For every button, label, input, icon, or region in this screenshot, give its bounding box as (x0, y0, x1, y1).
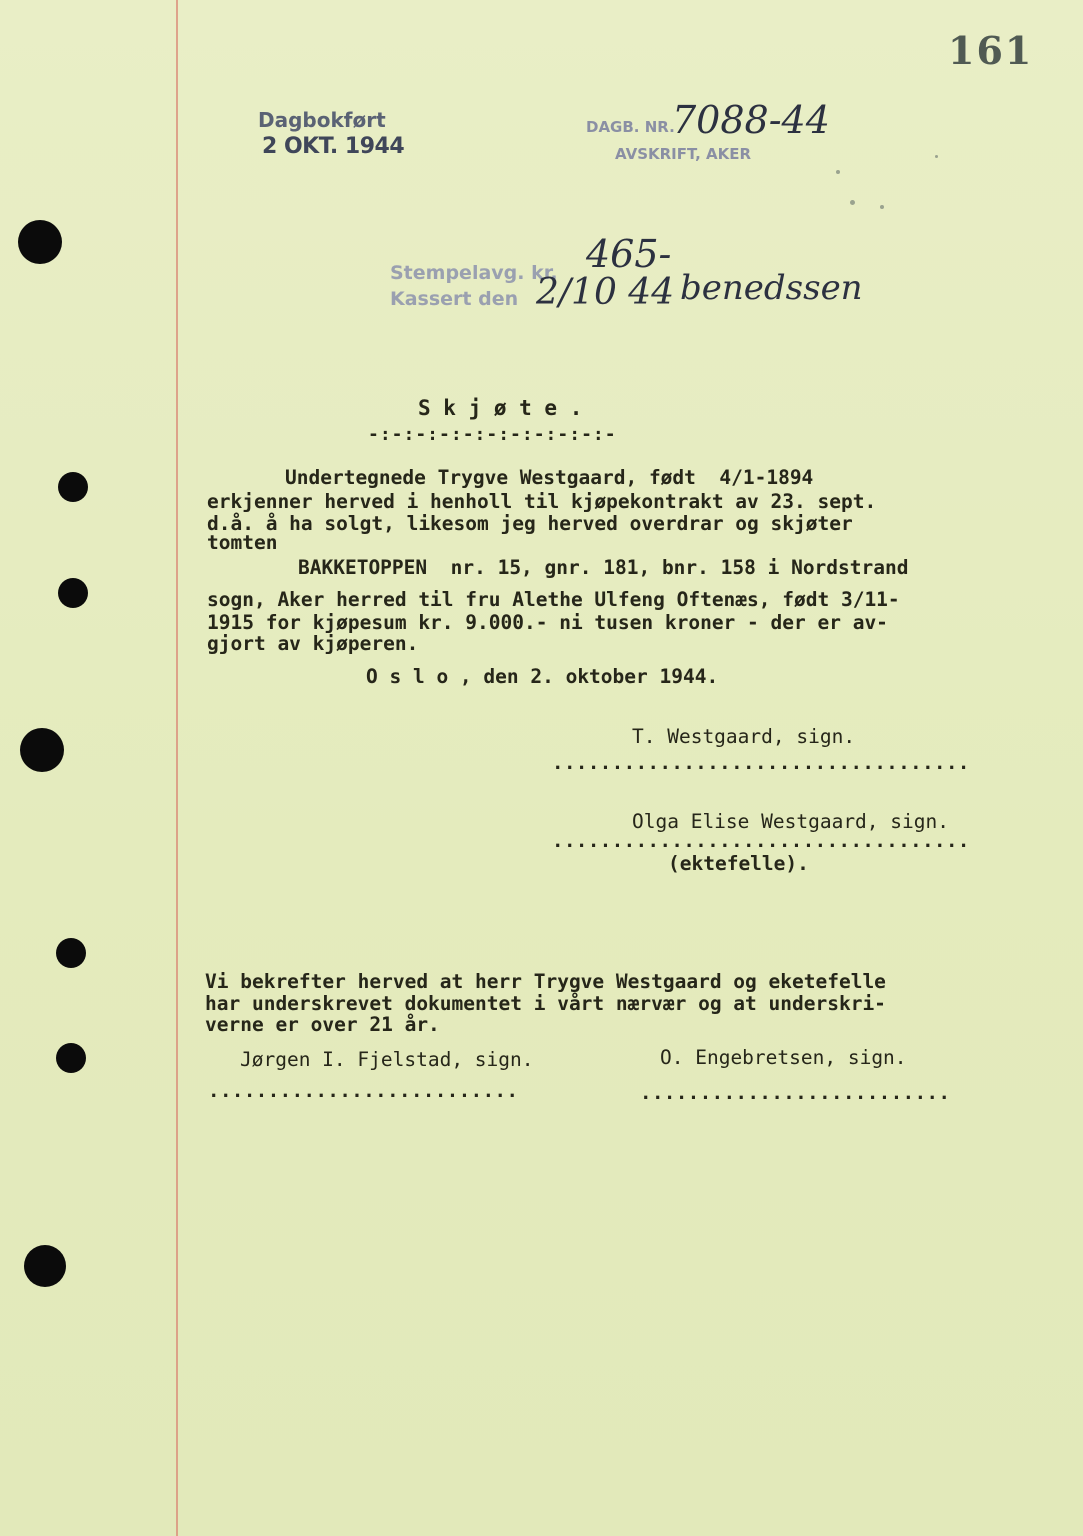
witness-signature-line: .......................... (208, 1080, 519, 1102)
witness-line: verne er over 21 år. (205, 1013, 440, 1036)
binder-hole (56, 938, 86, 968)
page-number: 161 (948, 28, 1034, 73)
binder-hole (18, 220, 62, 264)
signature-spouse-role: (ektefelle). (668, 852, 809, 875)
witness-signature-line: .......................... (640, 1082, 951, 1104)
signature-line: ................................... (552, 752, 970, 774)
witness-line: har underskrevet dokumentet i vårt nærvær og at underskri- (205, 992, 886, 1015)
place-date: O s l o , den 2. oktober 1944. (366, 665, 719, 688)
binder-hole (58, 578, 88, 608)
binder-hole (20, 728, 64, 772)
dagb-nr-stamp-label: DAGB. NR. (586, 118, 675, 136)
stempelavgift-stamp-label: Stempelavg. kr. (390, 262, 558, 284)
margin-rule (176, 0, 178, 1536)
body-line: d.å. å ha solgt, likesom jeg herved overdrar og skjøter (207, 512, 853, 535)
dagbokfort-stamp-date: 2 OKT. 1944 (262, 134, 405, 159)
signature-spouse: Olga Elise Westgaard, sign. (632, 810, 949, 833)
paper-speck (880, 205, 884, 209)
document-title: S k j ø t e . (418, 396, 583, 420)
dagb-nr-handwritten: 7088-44 (672, 98, 830, 142)
body-line: BAKKETOPPEN nr. 15, gnr. 181, bnr. 158 i Nordstrand (298, 556, 909, 579)
kassert-stamp-label: Kassert den (390, 288, 519, 310)
body-line: 1915 for kjøpesum kr. 9.000.- ni tusen kroner - der er av- (207, 611, 888, 634)
binder-hole (24, 1245, 66, 1287)
body-line: erkjenner herved i henholl til kjøpekontrakt av 23. sept. (207, 490, 877, 513)
body-line: sogn, Aker herred til fru Alethe Ulfeng Oftenæs, født 3/11- (207, 588, 900, 611)
paper-speck (836, 170, 840, 174)
witness-signature-1: Jørgen I. Fjelstad, sign. (240, 1048, 534, 1071)
witness-line: Vi bekrefter herved at herr Trygve Westgaard og eketefelle (205, 970, 886, 993)
body-line: Undertegnede Trygve Westgaard, født 4/1-1894 (285, 466, 814, 489)
stempelavgift-handwritten: 465- (586, 232, 672, 276)
kassert-signature-handwritten: benedssen (680, 268, 863, 308)
binder-hole (58, 472, 88, 502)
signature-seller: T. Westgaard, sign. (632, 725, 856, 748)
avskrift-stamp: AVSKRIFT, AKER (615, 145, 752, 163)
paper-speck (850, 200, 855, 205)
signature-line: ................................... (552, 830, 970, 852)
kassert-date-handwritten: 2/10 44 (536, 272, 675, 313)
dagbokfort-stamp-label: Dagbokført (258, 108, 386, 132)
body-line: tomten (207, 531, 278, 554)
witness-signature-2: O. Engebretsen, sign. (660, 1046, 907, 1069)
body-line: gjort av kjøperen. (207, 632, 419, 655)
binder-hole (56, 1043, 86, 1073)
title-rule: -:-:-:-:-:-:-:-:-:-:- (368, 424, 617, 445)
paper-speck (935, 155, 938, 158)
